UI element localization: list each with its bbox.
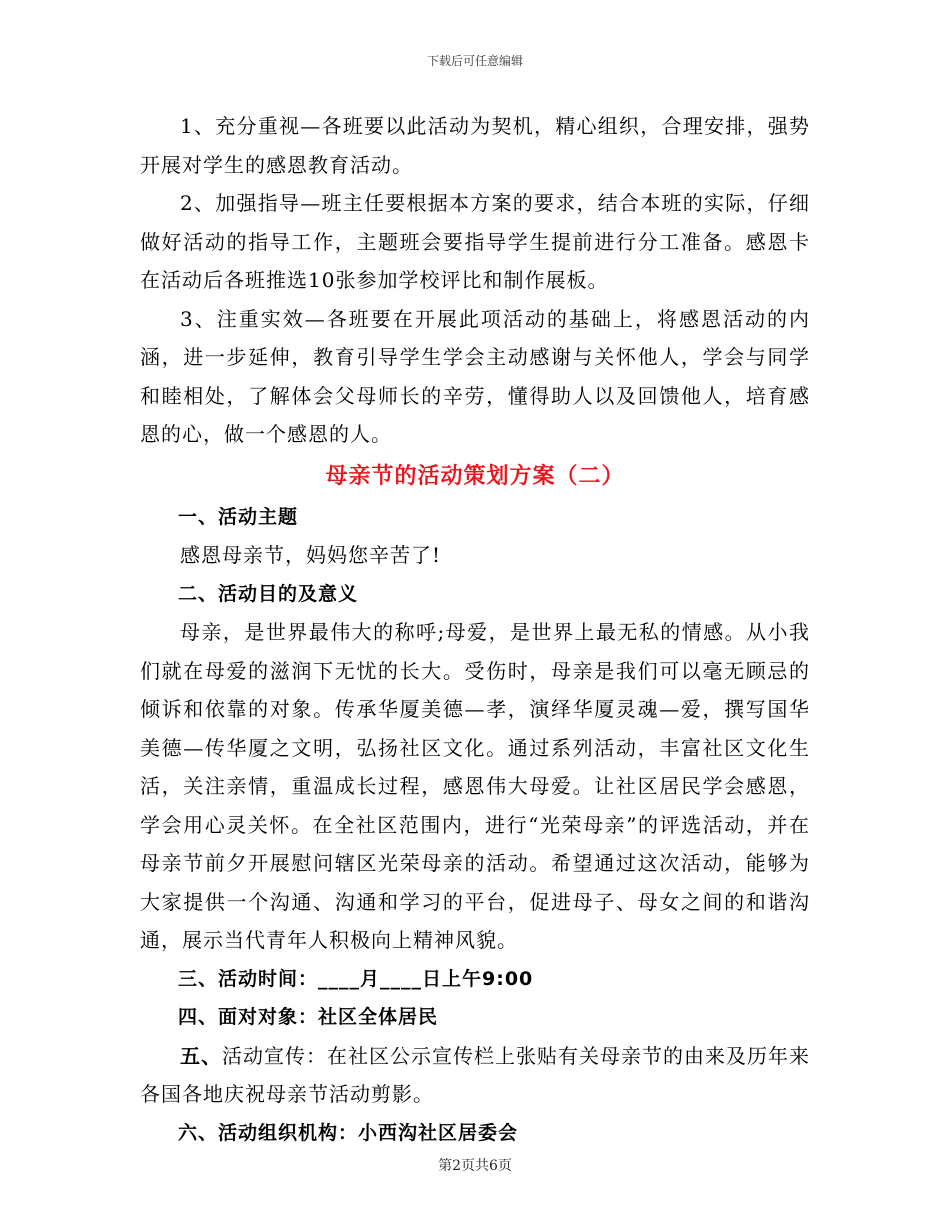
section-heading-organizer: 六、活动组织机构：小西沟社区居委会 [178, 1121, 519, 1144]
requirement-item-3: 3、注重实效—各班要在开展此项活动的基础上，将感恩活动的内涵，进一步延伸，教育引导学生学会主动感谢与关怀他人，学会与同学和睦相处，了解体会父母师长的辛劳，懂得助人以及回馈他人，培育感恩的心，做一个感恩的人。 [140, 306, 810, 446]
requirement-item-2: 2、加强指导—班主任要根据本方案的要求，结合本班的实际，仔细做好活动的指导工作，主题班会要指导学生提前进行分工准备。感恩卡在活动后各班推选10张参加学校评比和制作展板。 [140, 191, 810, 292]
publicity-label: 五、 [180, 1043, 222, 1068]
document-body [140, 107, 810, 1152]
publicity-text: 活动宣传：在社区公示宣传栏上张贴有关母亲节的由来及历年来各国各地庆祝母亲节活动剪影。 [140, 1043, 810, 1106]
requirement-item-1: 1、充分重视—各班要以此活动为契机，精心组织，合理安排，强势开展对学生的感恩教育活动。 [140, 114, 810, 177]
section-heading-purpose: 二、活动目的及意义 [178, 582, 359, 605]
section-heading-audience: 四、面对对象：社区全体居民 [178, 1006, 439, 1028]
section-publicity [140, 1037, 810, 1114]
page-number: 第2页共6页 [438, 1158, 512, 1174]
header-note: 下载后可任意编辑 [426, 54, 523, 68]
plan-title: 母亲节的活动策划方案（二） [325, 463, 625, 489]
purpose-text: 母亲，是世界最伟大的称呼;母爱，是世界上最无私的情感。从小我们就在母爱的滋润下无忧的长大。受伤时，母亲是我们可以毫无顾忌的倾诉和依靠的对象。传承华厦美德—孝，演绎华厦灵魂—爱，撰写国华美德—传华厦之文明，弘扬社区文化。通过系列活动，丰富社区文化生活，关注亲情，重温成长过程，感恩伟大母爱。让社区居民学会感恩，学会用心灵关怀。在全社区范围内，进行“光荣母亲”的评选活动，并在母亲节前夕开展慰问辖区光荣母亲的活动。希望通过这次活动，能够为大家提供一个沟通、沟通和学习的平台，促进母子、母女之间的和谐沟通，展示当代青年人积极向上精神风貌。 [140, 620, 810, 952]
section-heading-time: 三、活动时间：____月____日上午9:00 [178, 967, 534, 990]
section-heading-theme: 一、活动主题 [178, 505, 299, 528]
theme-text: 感恩母亲节，妈妈您辛苦了! [180, 543, 442, 567]
